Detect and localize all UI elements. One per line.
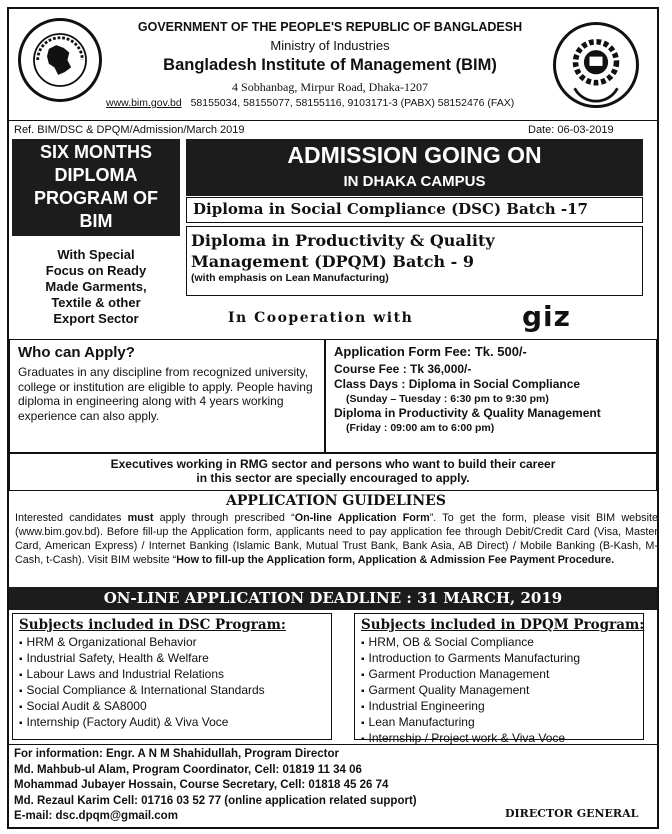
dpqm-title-line: Management (DPQM) Batch - 9: [191, 252, 474, 271]
program-line: DIPLOMA: [54, 165, 138, 185]
admission-title: ADMISSION GOING ON: [287, 142, 542, 168]
eligibility-line: apply. People having diploma in engineering: [18, 379, 313, 408]
course-fee: Course Fee : Tk 36,000/-: [334, 362, 472, 376]
program-line: SIX MONTHS: [39, 142, 152, 162]
deadline-banner: ON-LINE APPLICATION DEADLINE : 31 MARCH, 2019: [9, 587, 657, 610]
eligibility-line: also apply.: [102, 408, 160, 423]
guidelines-text: [15, 511, 658, 567]
eligibility-title: Who can Apply?: [18, 344, 135, 361]
eligibility-text: [18, 365, 316, 423]
executives-line: Executives working in RMG sector and persons who want to build their career: [110, 457, 556, 471]
institute-name: Bangladesh Institute of Management (BIM): [163, 56, 497, 74]
divider: [9, 744, 657, 745]
guideline-segment: Interested candidates: [15, 512, 128, 524]
guideline-emphasis: On-line Application Form: [294, 512, 430, 524]
application-fee: Application Form Fee: Tk. 500/-: [334, 344, 527, 359]
email-line: E-mail: dsc.dpqm@gmail.com: [14, 810, 178, 822]
list-item: ▪ Social Audit & SA8000: [19, 699, 325, 715]
guideline-segment: apply through prescribed “: [153, 512, 295, 524]
fee-schedule-box: [325, 339, 657, 453]
dsc-subjects-title: Subjects included in DSC Program:: [19, 617, 286, 633]
divider: [9, 120, 657, 121]
contact-line: Mohammad Jubayer Hossain, Course Secretary, Cell: 01818 45 26 74: [14, 779, 389, 791]
eligibility-line: along with 4 years working experience can: [18, 394, 284, 423]
list-item: ▪ Lean Manufacturing: [361, 715, 637, 731]
admission-subtitle: IN DHAKA CAMPUS: [343, 173, 486, 190]
admission-banner: [186, 139, 643, 196]
bim-logo-icon: [553, 22, 639, 108]
list-item: ▪ Internship (Factory Audit) & Viva Voce: [19, 715, 325, 731]
guideline-segment: ”. To get the form, please visit BIM website (www.bim.gov.bd). Before fill-up the Application form, applicants need to pay application fee through Debit/Credit Card (Visa, Master Card, American Express) / Internet Banking (Islamic Bank, Mutual Trust Bank, Bank Asia, AB Direct) / Mobile Banking (B-Kash, M-Cash, t-Cash). Visit BIM website “: [15, 512, 658, 566]
eligibility-line: university, college or institution are eligible to: [18, 365, 308, 394]
dsc-subjects-list: [19, 635, 325, 731]
government-seal-icon: [18, 18, 102, 102]
list-item: ▪ HRM & Organizational Behavior: [19, 635, 325, 651]
list-item: ▪ Introduction to Garments Manufacturing: [361, 651, 637, 667]
cooperation-text: In Cooperation with: [228, 310, 414, 326]
notice-date: Date: 06-03-2019: [528, 124, 614, 136]
guideline-emphasis: must: [127, 512, 154, 524]
reference-number: Ref. BIM/DSC & DPQM/Admission/March 2019: [14, 124, 245, 136]
dpqm-program-box: [186, 226, 643, 296]
program-line: BIM: [79, 211, 113, 231]
website-link[interactable]: www.bim.gov.bd: [106, 97, 182, 109]
list-item: ▪ Internship / Project work & Viva Voce: [361, 731, 637, 747]
focus-line: Export Sector: [53, 311, 139, 326]
focus-line: Textile & other: [51, 295, 141, 310]
focus-line: Focus on Ready: [45, 263, 147, 278]
program-focus: [12, 247, 180, 327]
guideline-emphasis: How to fill-up the Application form, Application & Admission Fee Payment Procedure.: [176, 554, 615, 566]
list-item: ▪ Industrial Safety, Health & Welfare: [19, 651, 325, 667]
program-line: PROGRAM OF: [34, 188, 158, 208]
dpqm-class-label: Diploma in Productivity & Quality Management: [334, 406, 601, 420]
list-item: ▪ HRM, OB & Social Compliance: [361, 635, 637, 651]
program-title-box: [12, 139, 180, 236]
contact-line: Md. Mahbub-ul Alam, Program Coordinator, Cell: 01819 11 34 06: [14, 763, 362, 776]
contact-line: Md. Rezaul Karim Cell: 01716 03 52 77 (online application related support): [14, 794, 417, 807]
list-item: ▪ Social Compliance & International Standards: [19, 683, 325, 699]
contact-line: For information: Engr. A N M Shahidullah, Program Director: [14, 748, 340, 760]
government-name: GOVERNMENT OF THE PEOPLE'S REPUBLIC OF BANGLADESH: [137, 20, 523, 34]
executives-line: in this sector are specially encouraged to apply.: [196, 471, 470, 485]
list-item: ▪ Garment Quality Management: [361, 683, 637, 699]
eligibility-box: [9, 339, 325, 453]
focus-line: Made Garments,: [45, 279, 147, 294]
list-item: ▪ Garment Production Management: [361, 667, 637, 683]
dsc-subjects-box: [12, 613, 332, 740]
focus-line: With Special: [57, 247, 135, 262]
eligibility-line: Graduates in any discipline from recognized: [18, 365, 252, 379]
phone-numbers: 58155034, 58155077, 58155116, 9103171-3 (PABX) 58152476 (FAX): [190, 97, 515, 109]
institute-address: 4 Sobhanbag, Mirpur Road, Dhaka-1207: [232, 80, 428, 94]
guidelines-title: APPLICATION GUIDELINES: [226, 493, 446, 509]
dsc-class-time: (Sunday – Tuesday : 6:30 pm to 9:30 pm): [346, 393, 549, 405]
dpqm-note: (with emphasis on Lean Manufacturing): [191, 272, 389, 284]
class-days: Class Days : Diploma in Social Compliance: [334, 377, 581, 391]
ministry-name: Ministry of Industries: [270, 38, 390, 53]
dsc-program-title: Diploma in Social Compliance (DSC) Batch -17: [186, 197, 643, 223]
dpqm-subjects-title: Subjects included in DPQM Program:: [361, 617, 645, 633]
signatory: DIRECTOR GENERAL: [505, 807, 639, 820]
dpqm-subjects-list: [361, 635, 637, 747]
dpqm-subjects-box: [354, 613, 645, 745]
list-item: ▪ Labour Laws and Industrial Relations: [19, 667, 325, 683]
contact-line: [106, 97, 514, 109]
giz-logo: giz: [522, 300, 571, 333]
dpqm-class-time: (Friday : 09:00 am to 6:00 pm): [346, 422, 495, 434]
contact-information: [14, 747, 417, 825]
dpqm-title-line: Diploma in Productivity & Quality: [191, 231, 495, 250]
list-item: ▪ Industrial Engineering: [361, 699, 637, 715]
executives-note: [9, 453, 657, 491]
